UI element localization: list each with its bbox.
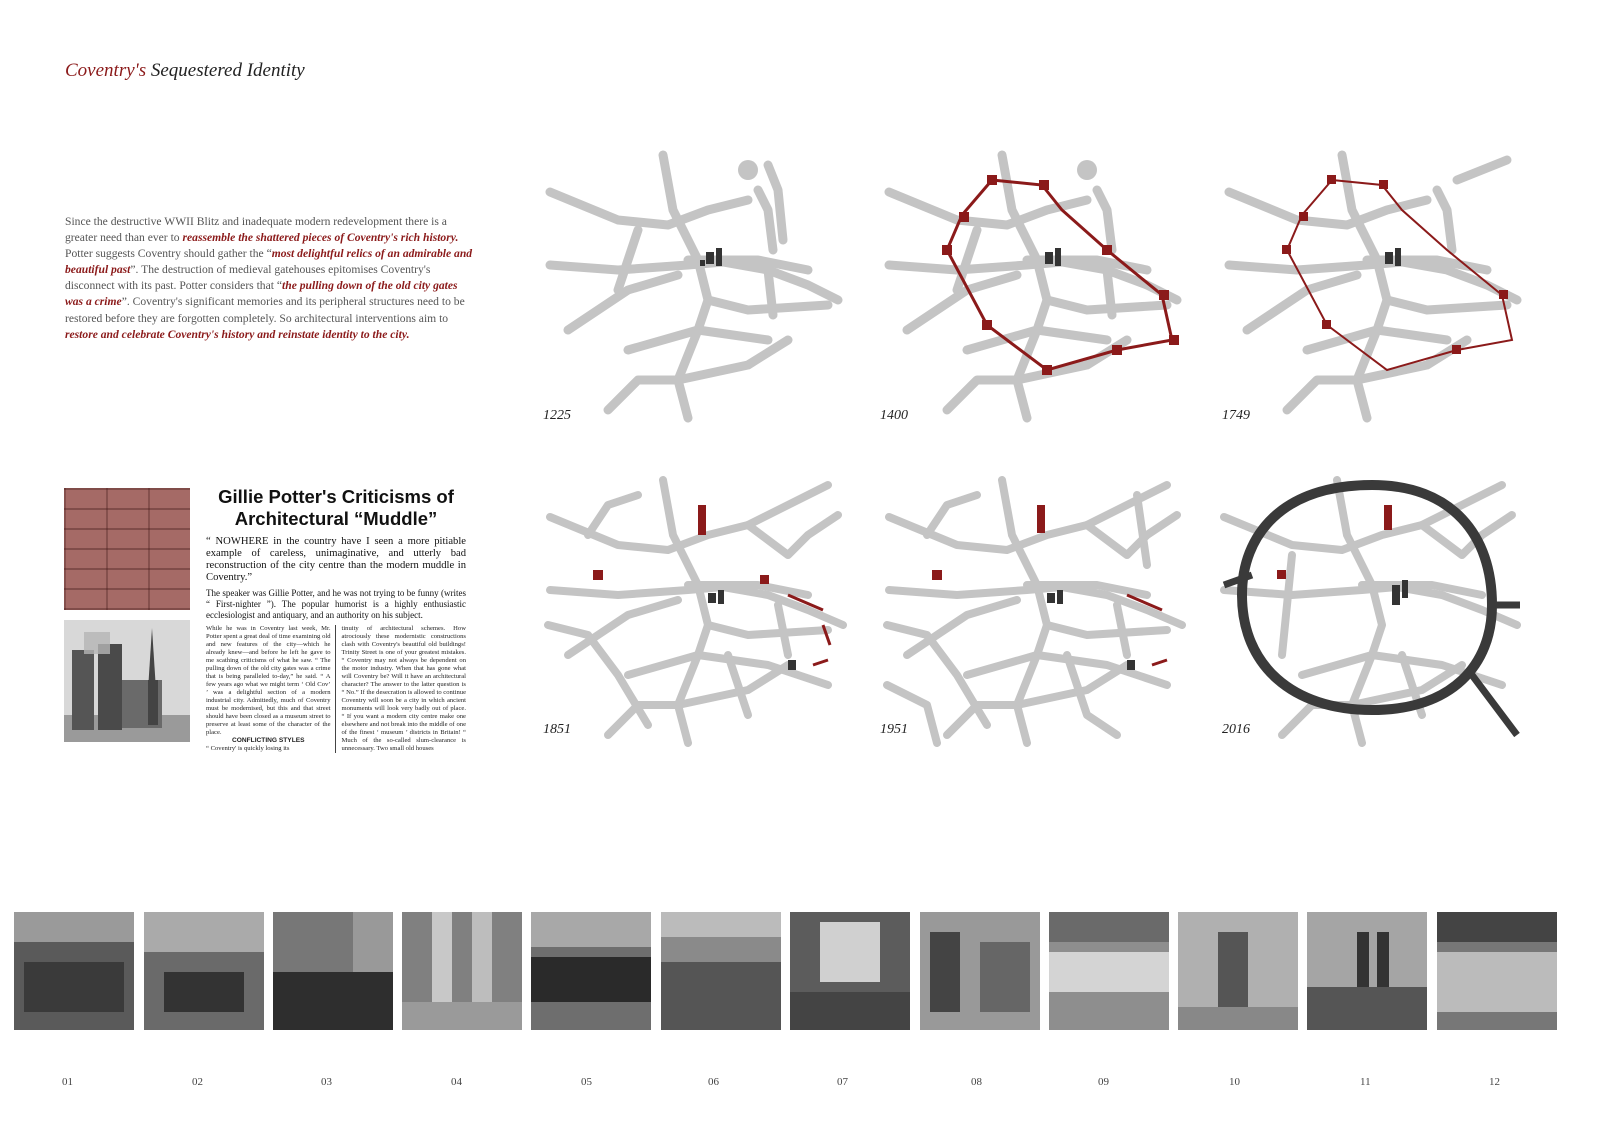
map-1749 (1227, 150, 1527, 418)
newspaper-headline-1: Gillie Potter's Criticisms of (218, 486, 454, 507)
intro-text-3: ”. The destruction of medieval gatehouses epitomises Coventry's disconnect with its past. Potter considers that “ (65, 263, 431, 293)
map-year-1225: 1225 (543, 408, 571, 423)
map-1951 (887, 475, 1187, 743)
historic-photo-06 (661, 912, 781, 1030)
historic-photo-12 (1437, 912, 1557, 1030)
newspaper-col2-text: tinuity of architectural schemes. How atrociously these modernistic constructions clash with Coventry's beautiful old buildings! Trinity Street is one of your greatest mistakes. “ Coventry may not always be dependent on the motor industry. When that has gone what will Coventry be? Will it have an architectural character? The answer to the latter question is “ No.” If the desecration is allowed to continue Coventry will soon be a city in which ancient monuments will look very badly out of place. “ If you want a modern city centre make one elsewhere and not break into the middle of one of the finest ‘ museum ’ districts in Britain! “ Much of the so-called slum-clearance is unnecessary. Two small old houses (341, 625, 466, 752)
newspaper-column-right (342, 625, 467, 753)
intro-emphasis-4: restore and celebrate Coventry's history and reinstate identity to the city. (65, 327, 410, 341)
page-title (65, 60, 305, 82)
intro-text-1: Since the destructive WWII Blitz and inadequate modern redevelopment there is a greater need than ever to (65, 215, 447, 245)
map-year-1851: 1851 (543, 722, 571, 737)
photo-number-03: 03 (321, 1076, 332, 1088)
newspaper-column-left (206, 625, 336, 753)
newspaper-lead: “ NOWHERE in the country have I seen a more pitiable example of careless, unimaginative, and utterly bad reconstruction of the city centre than the modern muddle in Coventry.” (206, 536, 466, 583)
intro-paragraph (65, 214, 475, 343)
intro-emphasis-1: reassemble the shattered pieces of Coventry's rich history. (182, 231, 459, 245)
photo-number-01: 01 (62, 1076, 73, 1088)
photo-number-04: 04 (451, 1076, 462, 1088)
map-1851 (548, 475, 848, 743)
title-accent: Coventry's (65, 60, 147, 81)
intro-emphasis-3: the pulling down of the old city gates was a crime (65, 279, 458, 309)
map-year-1749: 1749 (1222, 408, 1250, 423)
historic-photo-03 (273, 912, 393, 1030)
map-year-1400: 1400 (880, 408, 908, 423)
photo-number-07: 07 (837, 1076, 848, 1088)
historic-photo-07 (790, 912, 910, 1030)
historic-photo-02 (144, 912, 264, 1030)
intro-text-2: Potter suggests Coventry should gather the “ (65, 247, 272, 261)
intro-emphasis-2: most delightful relics of an admirable and beautiful past (65, 247, 473, 277)
map-2016 (1222, 475, 1522, 743)
brick-texture-image (64, 488, 190, 610)
historic-photo-05 (531, 912, 651, 1030)
newspaper-col1-tail: “ Coventry' is quickly losing its (206, 745, 290, 752)
photo-number-12: 12 (1489, 1076, 1500, 1088)
map-year-2016: 2016 (1222, 722, 1250, 737)
newspaper-headline-2: Architectural “Muddle” (234, 508, 438, 529)
photo-number-10: 10 (1229, 1076, 1240, 1088)
historic-photo-09 (1049, 912, 1169, 1030)
photo-number-11: 11 (1360, 1076, 1371, 1088)
historic-photo-11 (1307, 912, 1427, 1030)
city-gate-engraving-image (64, 620, 190, 742)
photo-number-08: 08 (971, 1076, 982, 1088)
photo-number-05: 05 (581, 1076, 592, 1088)
photo-number-09: 09 (1098, 1076, 1109, 1088)
photo-number-02: 02 (192, 1076, 203, 1088)
historic-photo-08 (920, 912, 1040, 1030)
historic-photo-04 (402, 912, 522, 1030)
newspaper-subtext: The speaker was Gillie Potter, and he was not trying to be funny (writes “ First-nighter ”). The popular humorist is a highly enthusiastic ecclesiologist and antiquary, and an authority on his subject. (206, 588, 466, 620)
map-year-1951: 1951 (880, 722, 908, 737)
newspaper-col1-text: While he was in Coventry last week, Mr. Potter spent a great deal of time examining old and new features of the city—which he already knew—and before he left he gave to me scathing criticisms of what he saw. “ The pulling down of the old city gates was a crime that is being paralleled to-day,” he said. “ A few years ago what we might term ‘ Old Cov’ ’ was a delightful section of a modern industrial city. Admittedly, much of Coventry must be modernised, but this and that street should have been closed as a museum street to preserve at least some of the character of the place. (206, 625, 331, 736)
historic-photo-01 (14, 912, 134, 1030)
intro-text-4: ”. Coventry's significant memories and its peripheral structures need to be restored before they are forgotten completely. So architectural interventions aim to (65, 295, 465, 325)
photo-number-06: 06 (708, 1076, 719, 1088)
map-1400 (887, 150, 1187, 418)
title-rest: Sequestered Identity (146, 60, 305, 81)
newspaper-clipping (206, 486, 466, 752)
map-1225 (548, 150, 848, 418)
newspaper-col1-heading: CONFLICTING STYLES (231, 737, 305, 744)
newspaper-columns (206, 625, 466, 753)
historic-photo-10 (1178, 912, 1298, 1030)
